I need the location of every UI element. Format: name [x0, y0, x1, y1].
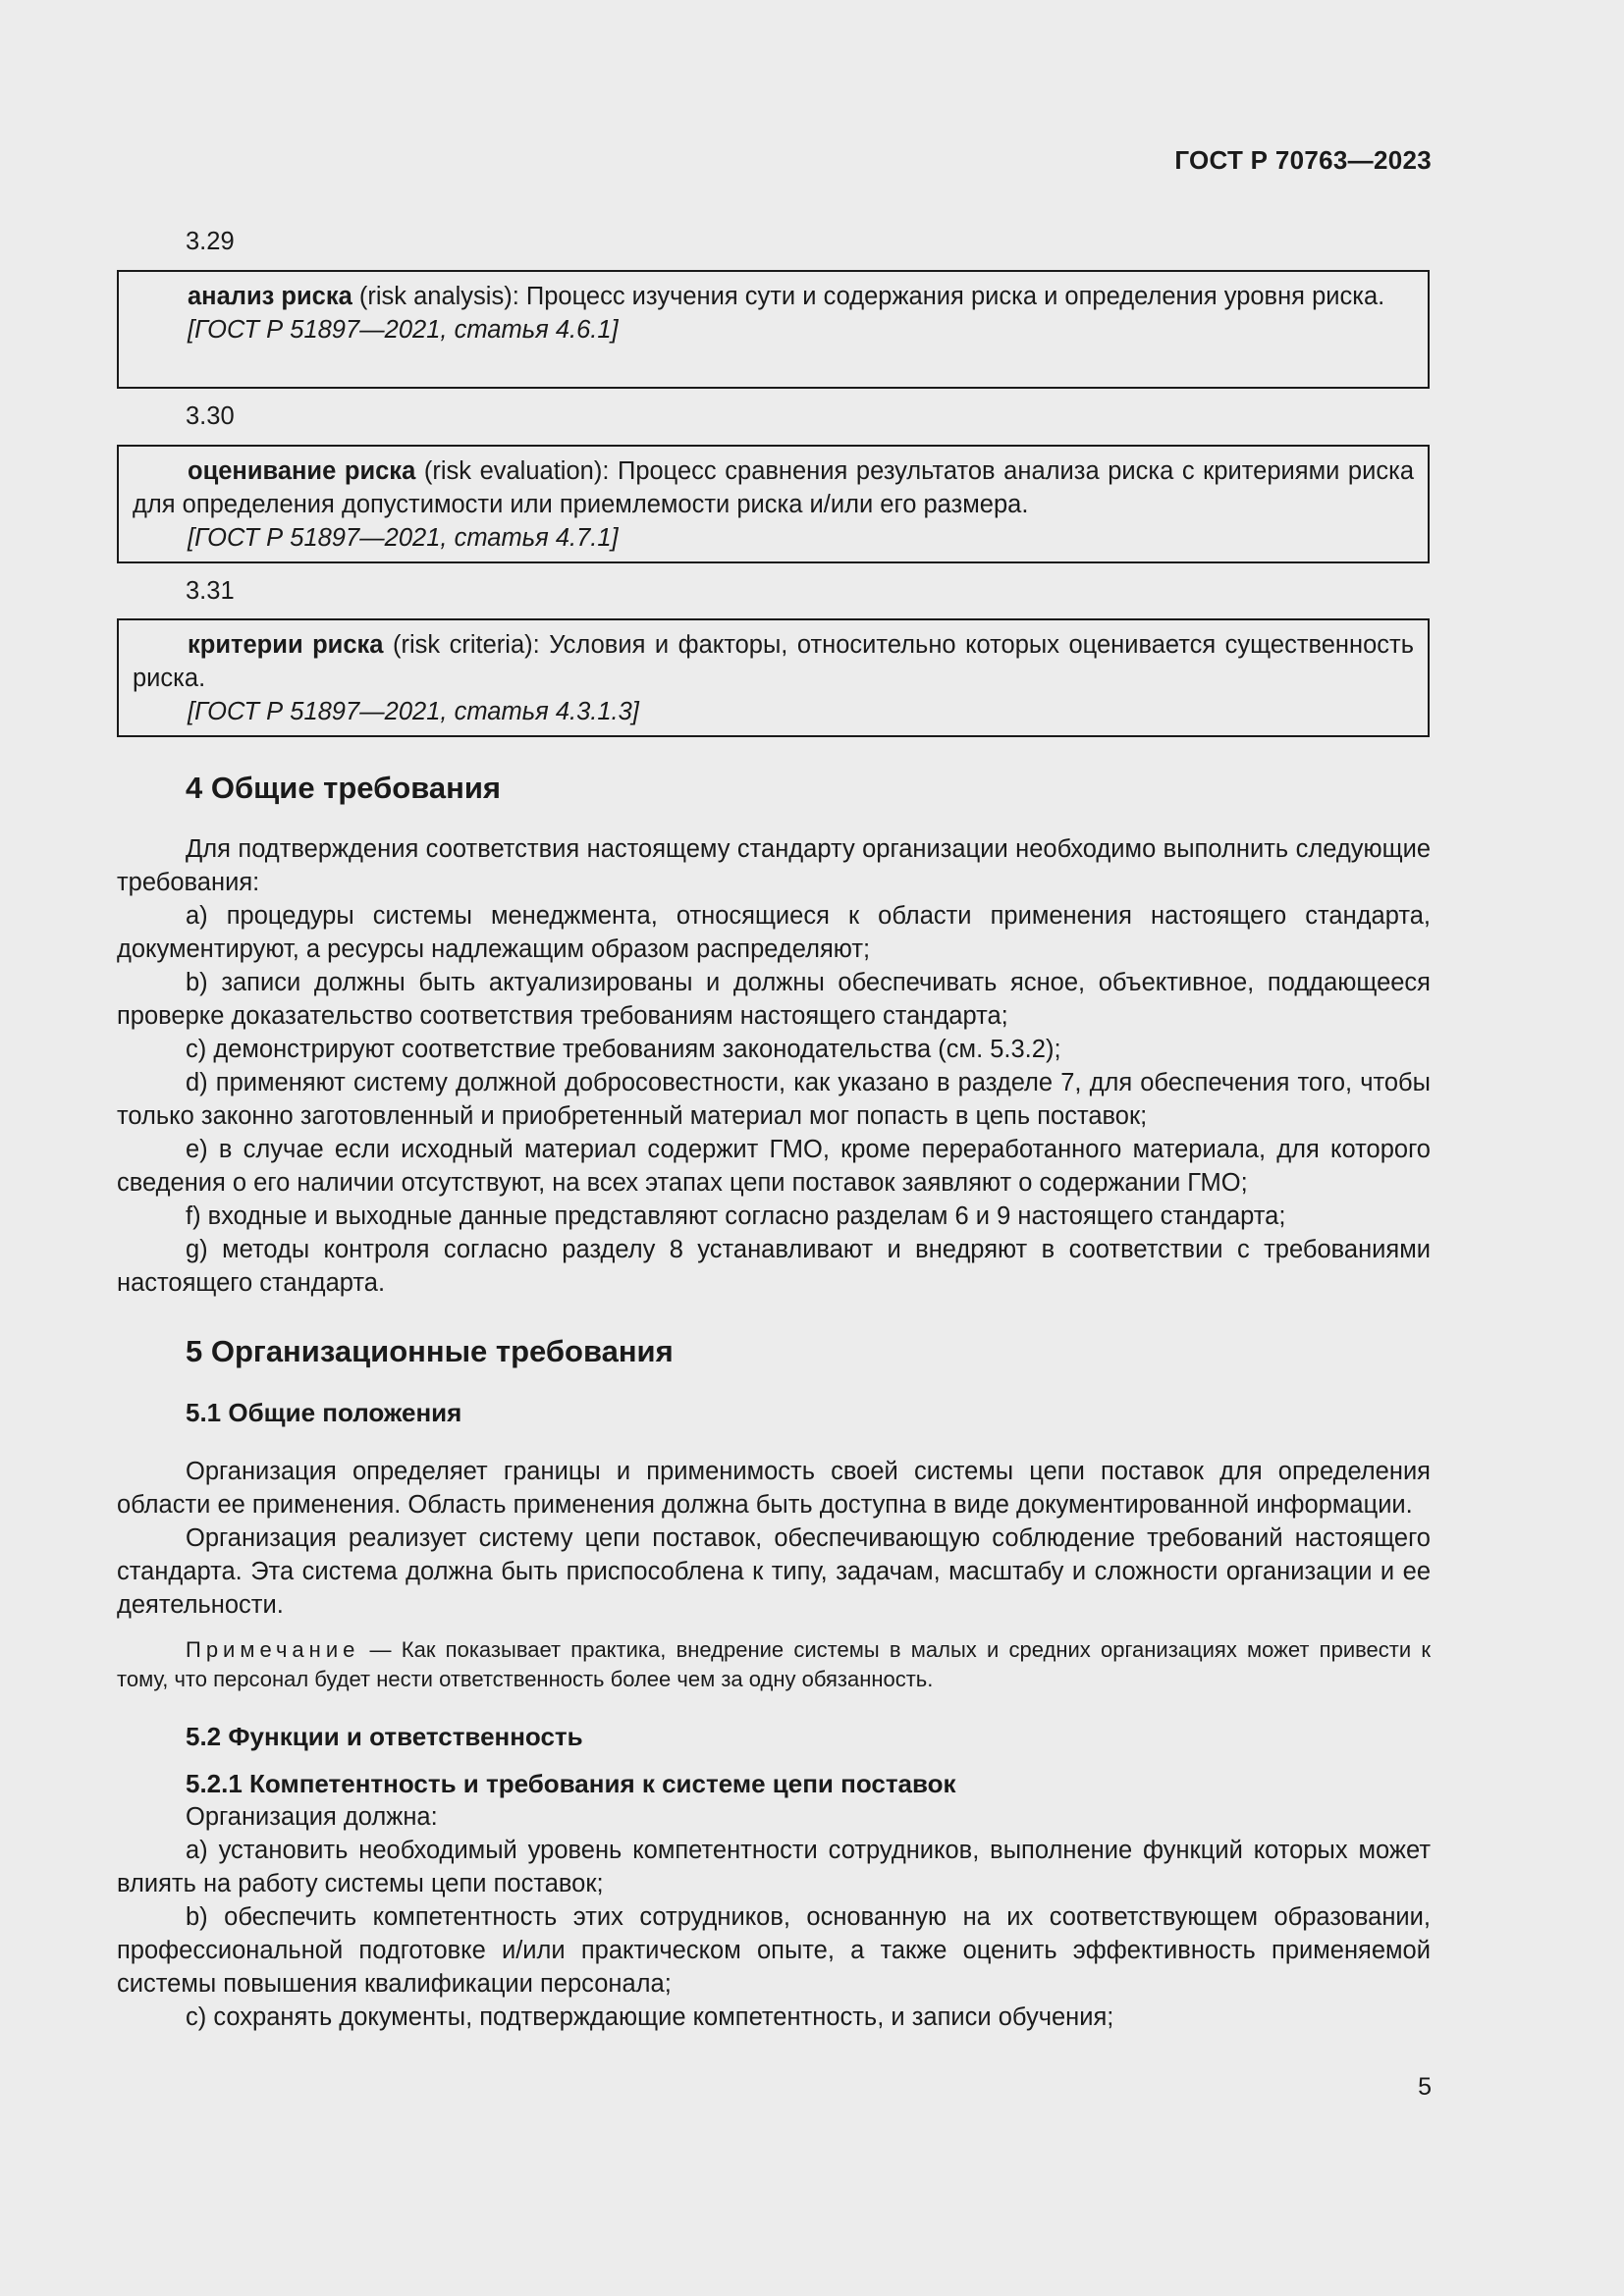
note-text: — Как показывает практика, внедрение системы в малых и средних организациях может привести к тому, что персонал будет нести ответственность более чем за одну обязанность.	[117, 1637, 1431, 1691]
list-item: c) сохранять документы, подтверждающие компетентность, и записи обучения;	[186, 2003, 1114, 2031]
paragraph: Организация реализует систему цепи поставок, обеспечивающую соблюдение требований настоящего стандарта. Эта система должна быть приспособлена к типу, задачам, масштабу и сложности организации и ее деятельности.	[117, 1524, 1431, 1619]
section-heading: 5 Организационные требования	[186, 1334, 674, 1368]
term-name: анализ риска	[188, 283, 352, 310]
term-name: оценивание риска	[188, 457, 416, 485]
term-source: [ГОСТ Р 51897—2021, статья 4.7.1]	[188, 524, 619, 552]
term-definition-box	[117, 618, 1430, 737]
paragraph: Организация должна:	[186, 1803, 438, 1831]
term-definition-box	[117, 445, 1430, 563]
term-definition-box	[117, 270, 1430, 389]
term-number: 3.29	[186, 228, 235, 255]
paragraph: Для подтверждения соответствия настоящему стандарту организации необходимо выполнить следующие требования:	[117, 835, 1431, 896]
term-number: 3.31	[186, 577, 235, 605]
page-number: 5	[1418, 2073, 1432, 2101]
list-item: b) обеспечить компетентность этих сотрудников, основанную на их соответствующем образовании, профессиональной подготовке и/или практическом опыте, а также оценить эффективность применяемой системы повышения квалификации персонала;	[117, 1903, 1431, 1998]
term-definition	[119, 628, 1428, 695]
list-item: a) процедуры системы менеджмента, относящиеся к области применения настоящего стандарта, документируют, а ресурсы надлежащим образом распределяют;	[117, 902, 1431, 963]
term-name: критерии риска	[188, 631, 384, 659]
section-heading: 4 Общие требования	[186, 771, 501, 805]
subsection-heading: 5.2.1 Компетентность и требования к системе цепи поставок	[186, 1769, 956, 1798]
term-source: [ГОСТ Р 51897—2021, статья 4.3.1.3]	[188, 698, 639, 725]
note	[117, 1635, 1431, 1694]
term-number: 3.30	[186, 402, 235, 430]
subsection-heading: 5.1 Общие положения	[186, 1398, 462, 1427]
paragraph: Организация определяет границы и применимость своей системы цепи поставок для определения области ее применения. Область применения должна быть доступна в виде документированной информации.	[117, 1458, 1431, 1519]
term-source: [ГОСТ Р 51897—2021, статья 4.6.1]	[188, 316, 619, 344]
list-item: e) в случае если исходный материал содержит ГМО, кроме переработанного материала, для которого сведения о его наличии отсутствуют, на всех этапах цепи поставок заявляют о содержании ГМО;	[117, 1136, 1431, 1197]
document-id: ГОСТ Р 70763—2023	[1174, 145, 1432, 175]
term-text: (risk analysis): Процесс изучения сути и содержания риска и определения уровня риска.	[352, 283, 1385, 310]
term-text: (risk evaluation): Процесс сравнения результатов анализа риска с критериями риска для определения допустимости или приемлемости риска и/или его размера.	[133, 457, 1415, 518]
list-item: b) записи должны быть актуализированы и должны обеспечивать ясное, объективное, поддающееся проверке доказательство соответствия требованиям настоящего стандарта;	[117, 969, 1431, 1030]
list-item: a) установить необходимый уровень компетентности сотрудников, выполнение функций которых может влиять на работу системы цепи поставок;	[117, 1837, 1431, 1897]
subsection-heading: 5.2 Функции и ответственность	[186, 1722, 583, 1751]
section-5	[117, 1335, 1431, 2034]
list-item: c) демонстрируют соответствие требованиям законодательства (см. 5.3.2);	[186, 1036, 1061, 1063]
list-item: g) методы контроля согласно разделу 8 устанавливают и внедряют в соответствии с требованиями настоящего стандарта.	[117, 1236, 1431, 1297]
term-definition	[119, 454, 1428, 521]
list-item: f) входные и выходные данные представляют согласно разделам 6 и 9 настоящего стандарта;	[186, 1202, 1286, 1230]
term-text: (risk criteria): Условия и факторы, относительно которых оценивается существенность риска.	[133, 631, 1414, 692]
section-4	[117, 772, 1431, 1300]
list-item: d) применяют систему должной добросовестности, как указано в разделе 7, для обеспечения того, чтобы только законно заготовленный и приобретенный материал мог попасть в цепь поставок;	[117, 1069, 1431, 1130]
note-label: Примечание	[186, 1637, 360, 1662]
term-definition	[119, 280, 1428, 313]
